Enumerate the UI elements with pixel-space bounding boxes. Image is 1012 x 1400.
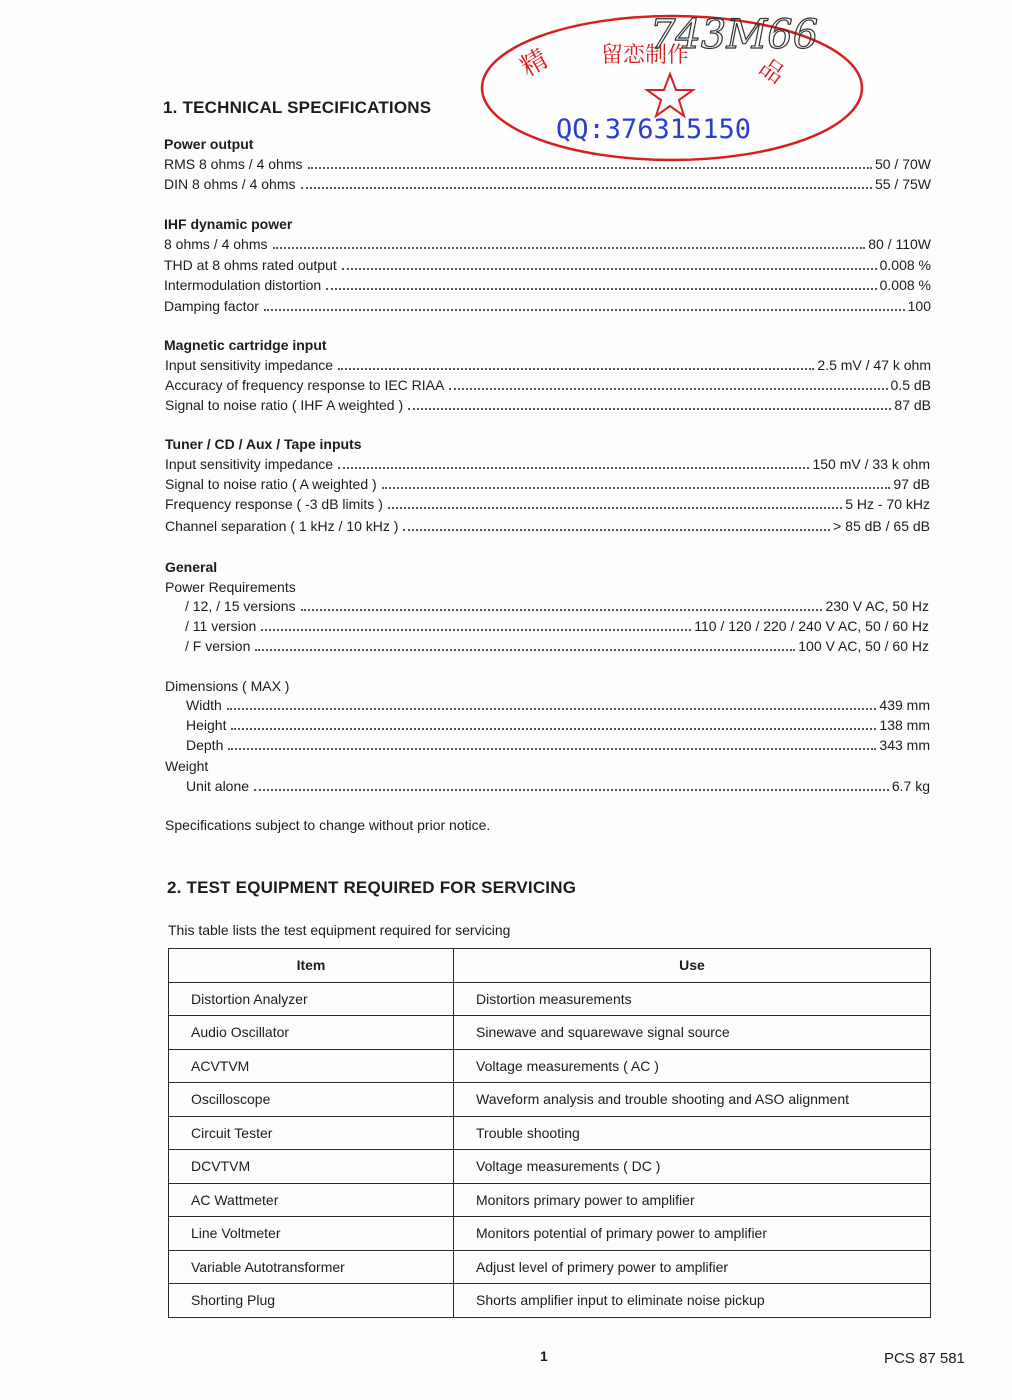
spec-row: Input sensitivity impedance 2.5 mV / 47 k ohm xyxy=(165,357,931,373)
spec-row: Input sensitivity impedance 150 mV / 33 k ohm xyxy=(165,456,930,472)
section-2-title: 2. TEST EQUIPMENT REQUIRED FOR SERVICING xyxy=(167,878,577,897)
svg-text:品: 品 xyxy=(754,52,790,90)
item-cell: Shorting Plug xyxy=(169,1284,454,1318)
table-intro: This table lists the test equipment required for servicing xyxy=(168,922,511,938)
spec-row: Damping factor 100 xyxy=(164,298,931,314)
table-row xyxy=(169,1250,931,1284)
table-row xyxy=(169,982,931,1016)
table-row xyxy=(169,1284,931,1318)
dimensions-label: Dimensions ( MAX ) xyxy=(165,678,290,694)
test-equipment-table xyxy=(168,948,931,1318)
section-1-title: 1. TECHNICAL SPECIFICATIONS xyxy=(163,98,432,117)
table-row xyxy=(169,1217,931,1251)
ihf-title: IHF dynamic power xyxy=(164,216,293,232)
table-row xyxy=(169,1049,931,1083)
use-cell: Adjust level of primery power to amplifier xyxy=(454,1250,931,1284)
item-cell: Circuit Tester xyxy=(169,1116,454,1150)
spec-row: Frequency response ( -3 dB limits ) 5 Hz - 70 kHz xyxy=(165,496,930,512)
item-cell: AC Wattmeter xyxy=(169,1183,454,1217)
spec-row: 8 ohms / 4 ohms 80 / 110W xyxy=(164,236,931,252)
spec-row: / F version 100 V AC, 50 / 60 Hz xyxy=(185,638,929,654)
item-cell: Variable Autotransformer xyxy=(169,1250,454,1284)
spec-row: Signal to noise ratio ( IHF A weighted ) 87 dB xyxy=(165,397,931,413)
spec-row: Signal to noise ratio ( A weighted ) 97 dB xyxy=(165,476,930,492)
item-cell: Line Voltmeter xyxy=(169,1217,454,1251)
tuner-title: Tuner / CD / Aux / Tape inputs xyxy=(165,436,362,452)
spec-row: Channel separation ( 1 kHz / 10 kHz ) > 85 dB / 65 dB xyxy=(165,518,930,534)
handwritten-note xyxy=(640,8,860,58)
spec-row: Unit alone 6.7 kg xyxy=(186,778,930,794)
spec-row: DIN 8 ohms / 4 ohms 55 / 75W xyxy=(164,176,931,192)
power-output-title: Power output xyxy=(164,136,254,152)
item-cell: DCVTVM xyxy=(169,1150,454,1184)
use-cell: Distortion measurements xyxy=(454,982,931,1016)
svg-text:留恋制作: 留恋制作 xyxy=(601,43,690,68)
header-item: Item xyxy=(169,949,454,983)
svg-text:743M66: 743M66 xyxy=(650,12,819,58)
use-cell: Sinewave and squarewave signal source xyxy=(454,1016,931,1050)
page-number: 1 xyxy=(540,1348,548,1364)
table-row xyxy=(169,1183,931,1217)
use-cell: Voltage measurements ( DC ) xyxy=(454,1150,931,1184)
header-use: Use xyxy=(454,949,931,983)
notice-text: Specifications subject to change without prior notice. xyxy=(165,817,491,833)
spec-row: / 11 version 110 / 120 / 220 / 240 V AC, 50 / 60 Hz xyxy=(185,618,929,634)
magnetic-title: Magnetic cartridge input xyxy=(164,337,327,353)
spec-row: RMS 8 ohms / 4 ohms 50 / 70W xyxy=(164,156,931,172)
spec-row: Accuracy of frequency response to IEC RIAA 0.5 dB xyxy=(165,377,931,393)
use-cell: Waveform analysis and trouble shooting and ASO alignment xyxy=(454,1083,931,1117)
spec-row: THD at 8 ohms rated output 0.008 % xyxy=(164,257,931,273)
spec-row: Intermodulation distortion 0.008 % xyxy=(164,277,931,293)
table-row xyxy=(169,1083,931,1117)
spec-row: Width 439 mm xyxy=(186,697,930,713)
table-row xyxy=(169,1016,931,1050)
item-cell: Audio Oscillator xyxy=(169,1016,454,1050)
item-cell: Distortion Analyzer xyxy=(169,982,454,1016)
use-cell: Monitors primary power to amplifier xyxy=(454,1183,931,1217)
table-row xyxy=(169,1116,931,1150)
stamp-qq-text: QQ:376315150 xyxy=(556,114,752,145)
spec-row: Height 138 mm xyxy=(186,717,930,733)
table-header-row xyxy=(169,949,931,983)
table-row xyxy=(169,1150,931,1184)
use-cell: Trouble shooting xyxy=(454,1116,931,1150)
use-cell: Voltage measurements ( AC ) xyxy=(454,1049,931,1083)
spec-row: Depth 343 mm xyxy=(186,737,930,753)
general-title: General xyxy=(165,559,218,575)
use-cell: Monitors potential of primary power to amplifier xyxy=(454,1217,931,1251)
power-requirements-label: Power Requirements xyxy=(165,579,296,595)
document-code: PCS 87 581 xyxy=(884,1350,965,1367)
item-cell: ACVTVM xyxy=(169,1049,454,1083)
use-cell: Shorts amplifier input to eliminate noise pickup xyxy=(454,1284,931,1318)
svg-text:精: 精 xyxy=(515,44,554,84)
item-cell: Oscilloscope xyxy=(169,1083,454,1117)
weight-label: Weight xyxy=(165,758,209,774)
spec-row: / 12, / 15 versions 230 V AC, 50 Hz xyxy=(185,598,929,614)
